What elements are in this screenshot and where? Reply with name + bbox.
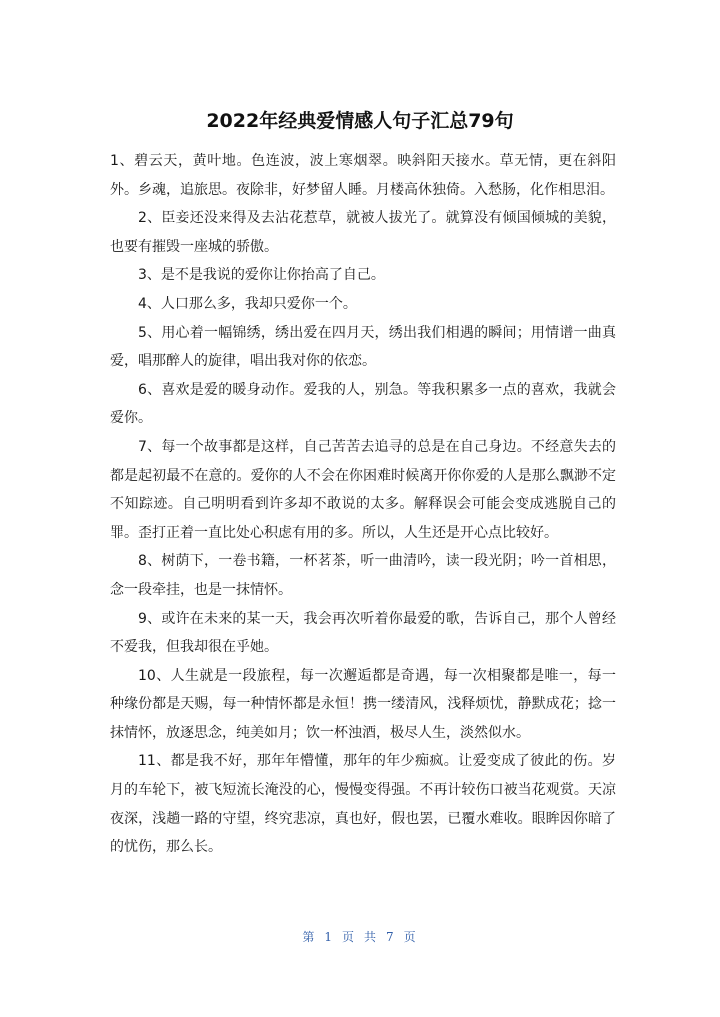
footer-total-pages: 7 xyxy=(386,930,396,944)
document-title: 2022年经典爱情感人句子汇总79句 xyxy=(206,110,514,132)
paragraph-8: 8、树荫下，一卷书籍，一杯茗茶，听一曲清吟，读一段光阴；吟一首相思，念一段牵挂，也是一抹情怀。 xyxy=(110,553,616,598)
paragraph-3: 3、是不是我说的爱你让你抬高了自己。 xyxy=(138,267,385,284)
footer-page-unit: 页 xyxy=(341,930,356,944)
paragraph-11: 11、都是我不好，那年年懵懂，那年的年少痴疯。让爱变成了彼此的伤。岁月的车轮下，被飞短流长淹没的心，慢慢变得强。不再计较伤口被当花观赏。天凉夜深，浅趟一路的守望，终究悲凉，真也好，假也罢，已覆水难收。眼眸因你暗了的忧伤，那么长。 xyxy=(110,753,616,856)
document-body xyxy=(110,147,616,862)
paragraph-4: 4、人口那么多，我却只爱你一个。 xyxy=(138,295,357,312)
paragraph-7: 7、每一个故事都是这样，自己苦苦去追寻的总是在自己身边。不经意失去的都是起初最不在意的。爱你的人不会在你困难时候离开你你爱的人是那么飘渺不定不知踪迹。自己明明看到许多却不敢说的太多。解释误会可能会变成逃脱自己的罪。歪打正着一直比处心积虑有用的多。所以，人生还是开心点比较好。 xyxy=(110,438,616,541)
page-footer xyxy=(0,928,720,945)
footer-page-label: 第 xyxy=(302,930,317,944)
footer-page-number: 1 xyxy=(324,930,334,944)
paragraph-6: 6、喜欢是爱的暖身动作。爱我的人，别急。等我积累多一点的喜欢，我就会爱你。 xyxy=(110,381,616,427)
footer-total-unit: 页 xyxy=(403,930,418,944)
paragraph-2: 2、臣妾还没来得及去沾花惹草，就被人拔光了。就算没有倾国倾城的美貌，也要有摧毁一座城的骄傲。 xyxy=(110,210,616,255)
paragraph-1: 1、碧云天，黄叶地。色连波，波上寒烟翠。映斜阳天接水。草无情，更在斜阳外。乡魂，追旅思。夜除非，好梦留人睡。月楼高休独倚。入愁肠，化作相思泪。 xyxy=(110,153,616,198)
paragraph-9: 9、或许在未来的某一天，我会再次听着你最爱的歌，告诉自己，那个人曾经不爱我，但我却很在乎她。 xyxy=(110,610,616,656)
paragraph-10: 10、人生就是一段旅程，每一次邂逅都是奇遇，每一次相聚都是唯一，每一种缘份都是天赐，每一种情怀都是永恒！携一缕清风，浅释烦忧，静默成花；捻一抹情怀，放逐思念，纯美如月；饮一杯浊酒，极尽人生，淡然似水。 xyxy=(110,667,616,741)
footer-total-label: 共 xyxy=(364,930,379,944)
paragraph-5: 5、用心着一幅锦绣，绣出爱在四月天，绣出我们相遇的瞬间；用情谱一曲真爱，唱那醉人的旋律，唱出我对你的依恋。 xyxy=(110,324,616,370)
